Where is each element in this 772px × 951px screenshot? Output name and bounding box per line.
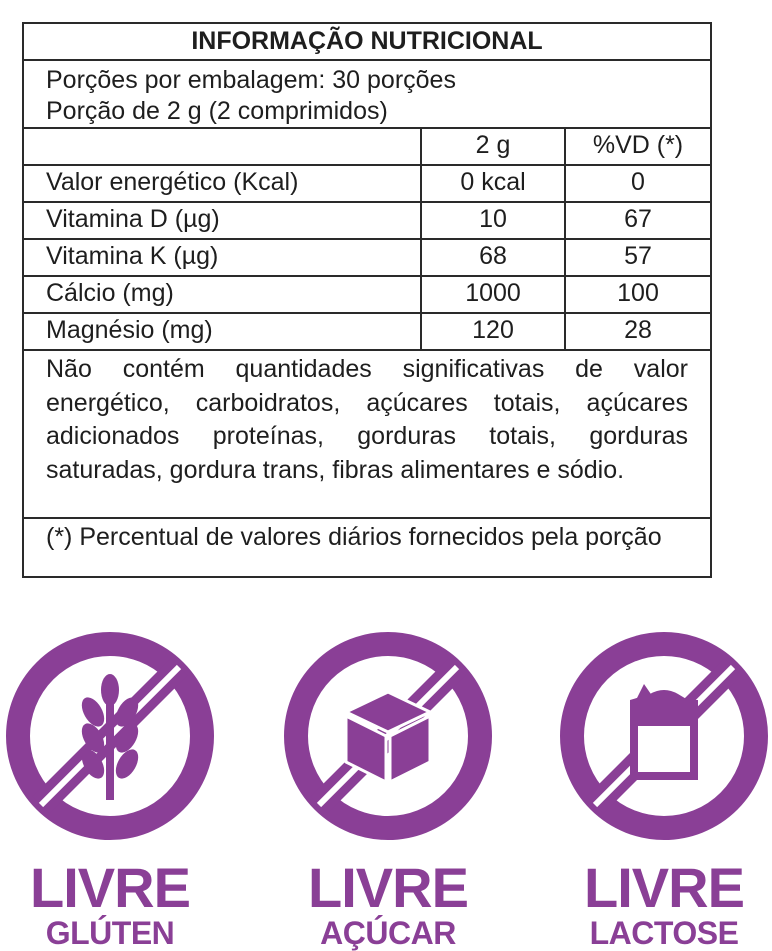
badge-line1: LIVRE (308, 856, 468, 919)
table-row (24, 166, 710, 203)
table-title: INFORMAÇÃO NUTRICIONAL (24, 24, 710, 61)
gluten-free-badge (4, 630, 216, 950)
header-cell-nutrient (24, 129, 420, 164)
badge-line2: LACTOSE (589, 915, 739, 951)
dv-cell: 67 (564, 203, 710, 238)
amount-cell: 1000 (420, 277, 564, 312)
sugar-cube-icon (282, 630, 494, 842)
badge-line2: AÇÚCAR (320, 915, 456, 951)
dv-cell: 0 (564, 166, 710, 201)
badge-line1: LIVRE (584, 856, 744, 919)
table-row (24, 314, 710, 351)
amount-cell: 68 (420, 240, 564, 275)
portions-per-package: Porções por embalagem: 30 porções (46, 66, 456, 94)
dv-cell: 100 (564, 277, 710, 312)
milk-glass-icon (558, 630, 770, 842)
table-header-row (24, 129, 710, 166)
portion-info (24, 61, 710, 129)
header-cell-dv: %VD (*) (564, 129, 710, 164)
amount-cell: 0 kcal (420, 166, 564, 201)
dv-cell: 57 (564, 240, 710, 275)
dv-cell: 28 (564, 314, 710, 349)
amount-cell: 10 (420, 203, 564, 238)
amount-cell: 120 (420, 314, 564, 349)
lactose-free-badge (558, 630, 770, 950)
table-row (24, 203, 710, 240)
sugar-free-badge (282, 630, 494, 950)
header-cell-amount: 2 g (420, 129, 564, 164)
nutrient-cell: Vitamina K (µg) (46, 242, 219, 270)
table-row (24, 240, 710, 277)
badge-line1: LIVRE (30, 856, 190, 919)
dv-footnote: (*) Percentual de valores diários fornecidos pela porção (46, 523, 662, 551)
nutrient-cell: Valor energético (Kcal) (46, 168, 299, 196)
nutrient-cell: Magnésio (mg) (46, 316, 213, 344)
table-row (24, 277, 710, 314)
nutrition-note: Não contém quantidades significativas de valor energético, carboidratos, açúcares totais, açúcares adicionados proteínas, gorduras totais, gorduras saturadas, gordura trans, fibras alimentares e sódio. (24, 351, 710, 519)
wheat-icon (4, 630, 216, 842)
nutrition-table (22, 22, 712, 578)
nutrient-cell: Cálcio (mg) (46, 279, 174, 307)
badge-line2: GLÚTEN (45, 915, 175, 951)
portion-size: Porção de 2 g (2 comprimidos) (46, 97, 388, 125)
nutrient-cell: Vitamina D (µg) (46, 205, 220, 233)
